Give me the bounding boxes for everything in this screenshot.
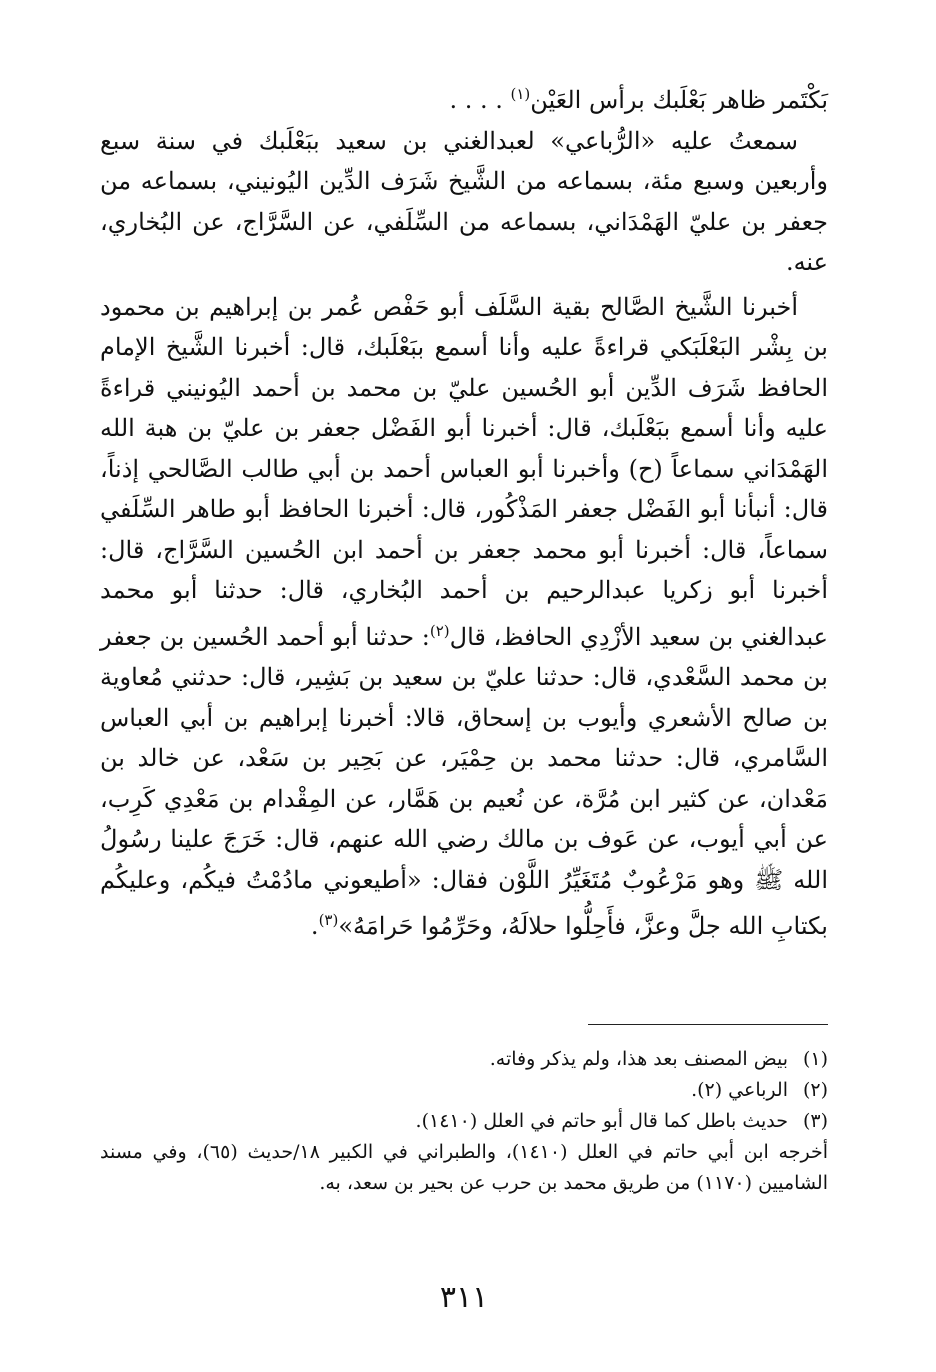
footnote-text: حديث باطل كما قال أبو حاتم في العلل (١٤١٠). [415,1110,788,1132]
footnote-number: (٣) [802,1110,828,1132]
paragraph-2 [100,287,828,947]
footnote-ref-3: (٣) [318,911,339,929]
footnotes [100,1044,828,1199]
footnote-1 [100,1044,828,1075]
para2-end: . [310,912,319,940]
footnote-ref-2: (٢) [429,621,450,640]
footnote-ref-1: (١) [510,85,531,103]
footnote-3-continuation: أخرجه ابن أبي حاتم في العلل (١٤١٠)، والطبراني في الكبير ١٨/حديث (٦٥)، وفي مسند الشاميين (١١٧٠) من طريق محمد بن حرب عن بحير بن سعد، به. [100,1141,828,1194]
footnote-number: (١) [802,1048,828,1070]
footnote-2 [100,1075,828,1106]
ellipsis: . . . . [449,86,511,114]
para2-part-a: أخبرنا الشَّيخ الصَّالح بقية السَّلَف أبو حَفْص عُمر بن إبراهيم بن محمود بن بِشْر البَعْلَبَكي قراءةً عليه وأنا أسمع ببَعْلَبك، قال: أخبرنا الشَّيخ الإمام الحافظ شَرَف الدِّين أبو الحُسين عليّ بن محمد بن أحمد اليُونيني قراءةً عليه وأنا أسمع ببَعْلَبك، قال: أخبرنا أبو الفَضْل جعفر بن عليّ بن هبة الله الهَمْدَاني سماعاً (ح) وأخبرنا أبو العباس أحمد بن أبي طالب الصَّالحي إذناً، قال: أنبأنا أبو الفَضْل جعفر المَذْكُور، قال: أخبرنا الحافظ أبو طاهر السِّلَفي سماعاً، قال: أخبرنا أبو محمد جعفر بن أحمد ابن الحُسين السَّرَّاج، قال: أخبرنا أبو زكريا عبدالرحيم بن أحمد البُخاري، قال: حدثنا أبو محمد عبدالغني بن سعيد الأزْدِي الحافظ، قال [100,292,829,651]
opening-line [100,74,828,121]
line1-text: بَكْتَمر ظاهر بَعْلَبك برأس العَيْن [530,86,828,114]
paragraph-1: سمعتُ عليه «الرُّباعي» لعبدالغني بن سعيد ببَعْلَبك في سنة سبع وأربعين وسبع مئة، بسماعه من الشَّيخ شَرَف الدِّين اليُونيني، بسماعه من جعفر بن عليّ الهَمْدَاني، بسماعه من السِّلَفي، عن السَّرَّاج، عن البُخاري، عنه. [100,126,828,276]
footnote-number: (٢) [802,1079,828,1101]
footnote-text: الرباعي (٢). [691,1079,788,1101]
footnote-3 [100,1106,828,1137]
page-number: ٣١١ [439,1280,489,1315]
para2-part-b: : حدثنا أبو أحمد الحُسين بن جعفر بن محمد السَّعْدي، قال: حدثنا عليّ بن سعيد بن بَشِير، قال: حدثني مُعاوية بن صالح الأشعري وأيوب بن إسحاق، قالا: أخبرنا إبراهيم بن أبي العباس السَّامري، قال: حدثنا محمد بن حِمْيَر، عن بَحِير بن سَعْد، عن خالد بن مَعْدان، عن كثير ابن مُرَّة، عن نُعيم بن هَمَّار، عن المِقْدام بن مَعْدِي كَرِب، عن أبي أيوب، عن عَوف بن مالك رضي الله عنهم، قال: خَرَجَ علينا رسُولُ الله ﷺ وهو مَرْعُوبٌ مُتَغَيِّرُ اللَّوْن فقال: «أطيعوني مادُمْتُ فيكُم، وعليكُم بكتابِ الله جلَّ وعزَّ، فأَحِلُّوا حلالَهُ، وحَرِّمُوا حَرامَهُ» [100,622,829,940]
footnote-separator [588,1024,828,1025]
main-text [100,74,828,947]
footnote-text: بيض المصنف بعد هذا، ولم يذكر وفاته. [489,1048,788,1070]
book-page [100,74,828,1344]
